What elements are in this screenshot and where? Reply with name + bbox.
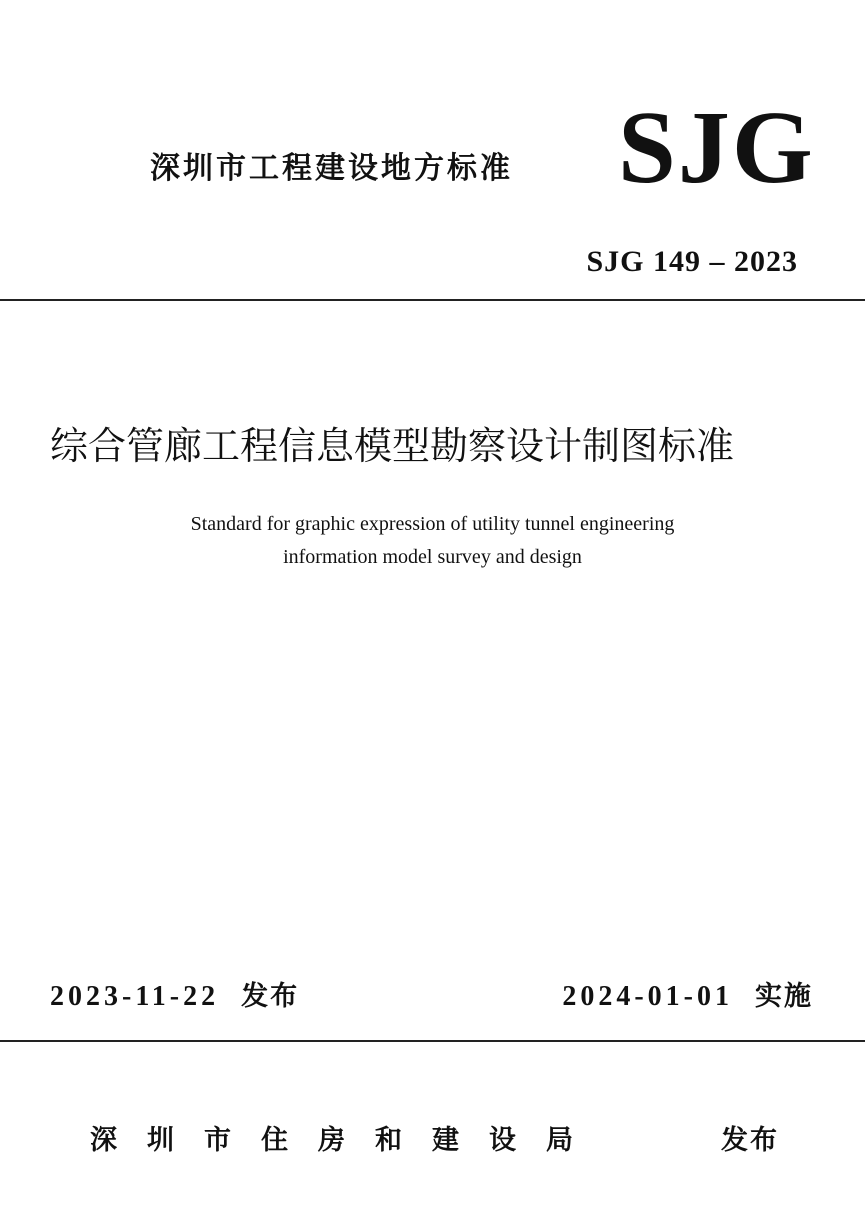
sjg-logo: SJG	[618, 90, 815, 205]
bottom-divider	[0, 1040, 865, 1042]
title-chinese: 综合管廊工程信息模型勘察设计制图标准	[50, 424, 735, 468]
standard-number: SJG 149 – 2023	[586, 245, 798, 278]
standard-series-name: 深圳市工程建设地方标准	[150, 151, 513, 186]
implementation-date-row	[562, 983, 813, 1011]
implementation-label: 实施	[755, 981, 813, 1012]
publish-label: 发布	[721, 1125, 779, 1156]
title-english	[0, 508, 865, 574]
implementation-date: 2024-01-01	[562, 981, 733, 1012]
issue-label: 发布	[241, 981, 300, 1012]
issue-date-row	[50, 983, 299, 1011]
issue-date: 2023-11-22	[50, 981, 220, 1012]
publisher-name: 深圳市住房和建设局	[90, 1125, 603, 1156]
title-english-line-2: information model survey and design	[283, 546, 582, 568]
top-divider	[0, 299, 865, 301]
title-english-line-1: Standard for graphic expression of utility tunnel engineering	[190, 513, 675, 535]
